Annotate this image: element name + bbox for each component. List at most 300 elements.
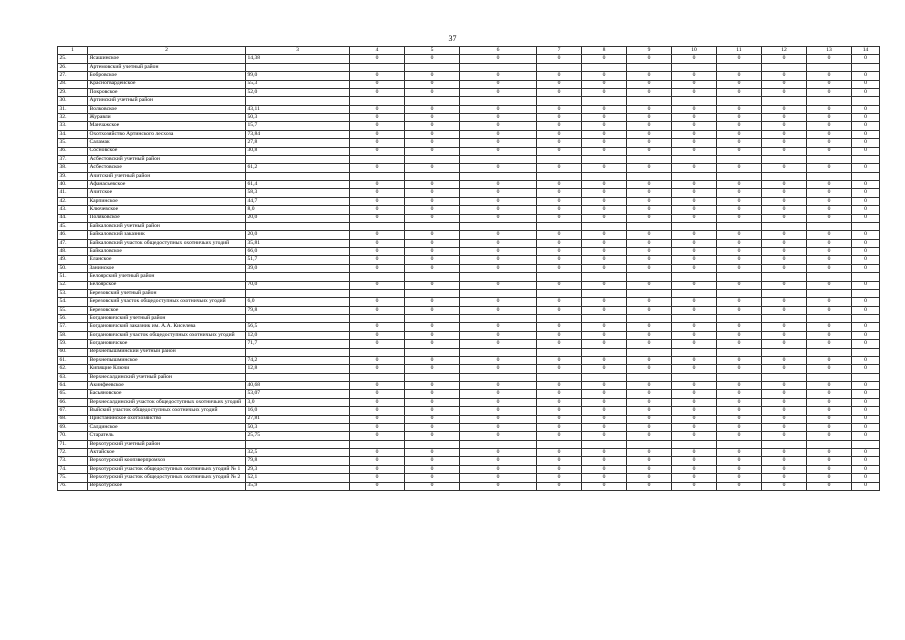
- row-col-6-cell: [460, 373, 537, 381]
- row-col-7-cell: [537, 155, 582, 163]
- row-col-12-cell: 0: [762, 323, 807, 331]
- row-col-5-cell: [405, 273, 460, 281]
- row-col-12-cell: 0: [762, 55, 807, 63]
- row-col-12-cell: 0: [762, 340, 807, 348]
- row-col-14-cell: 0: [852, 189, 880, 197]
- row-value-cell: 39,0: [246, 264, 350, 272]
- row-col-6-cell: 0: [460, 114, 537, 122]
- row-col-8-cell: 0: [582, 298, 627, 306]
- row-col-8-cell: 0: [582, 122, 627, 130]
- row-col-14-cell: [852, 172, 880, 180]
- row-col-11-cell: 0: [717, 256, 762, 264]
- row-number-cell: 65.: [58, 390, 88, 398]
- row-number-cell: 70.: [58, 432, 88, 440]
- row-col-13-cell: 0: [807, 181, 852, 189]
- row-col-8-cell: 0: [582, 197, 627, 205]
- district-header-row: [58, 373, 880, 381]
- row-col-7-cell: 0: [537, 264, 582, 272]
- row-col-8-cell: [582, 373, 627, 381]
- row-col-14-cell: 0: [852, 55, 880, 63]
- row-col-12-cell: 0: [762, 248, 807, 256]
- row-col-11-cell: 0: [717, 231, 762, 239]
- row-col-12-cell: 0: [762, 189, 807, 197]
- row-col-10-cell: 0: [672, 264, 717, 272]
- row-col-12-cell: [762, 315, 807, 323]
- row-col-13-cell: 0: [807, 298, 852, 306]
- table-row: [58, 356, 880, 364]
- row-col-10-cell: 0: [672, 122, 717, 130]
- row-col-5-cell: 0: [405, 256, 460, 264]
- row-col-5-cell: 0: [405, 306, 460, 314]
- row-col-8-cell: [582, 273, 627, 281]
- row-number-cell: 57.: [58, 323, 88, 331]
- row-col-5-cell: 0: [405, 80, 460, 88]
- row-col-7-cell: 0: [537, 474, 582, 482]
- row-col-10-cell: 0: [672, 88, 717, 96]
- row-col-11-cell: 0: [717, 164, 762, 172]
- row-col-7-cell: 0: [537, 256, 582, 264]
- district-header-row: [58, 172, 880, 180]
- row-col-9-cell: 0: [627, 465, 672, 473]
- row-col-11-cell: 0: [717, 248, 762, 256]
- row-value-cell: [246, 289, 350, 297]
- row-col-8-cell: 0: [582, 306, 627, 314]
- row-col-4-cell: 0: [350, 189, 405, 197]
- row-col-13-cell: 0: [807, 197, 852, 205]
- row-name-cell: Асбестовское: [88, 164, 246, 172]
- district-header-row: [58, 440, 880, 448]
- row-col-5-cell: 0: [405, 449, 460, 457]
- table-row: [58, 457, 880, 465]
- column-header-11: 11: [717, 47, 762, 55]
- row-name-cell: Байкаловский учетный район: [88, 222, 246, 230]
- row-col-4-cell: 0: [350, 130, 405, 138]
- row-col-11-cell: 0: [717, 382, 762, 390]
- row-col-10-cell: 0: [672, 298, 717, 306]
- table-row: [58, 248, 880, 256]
- row-col-6-cell: 0: [460, 415, 537, 423]
- row-col-6-cell: 0: [460, 147, 537, 155]
- row-col-6-cell: 0: [460, 407, 537, 415]
- row-col-4-cell: 0: [350, 206, 405, 214]
- row-col-13-cell: 0: [807, 331, 852, 339]
- row-col-8-cell: [582, 315, 627, 323]
- row-col-5-cell: 0: [405, 356, 460, 364]
- row-col-10-cell: 0: [672, 55, 717, 63]
- row-col-9-cell: [627, 222, 672, 230]
- row-col-13-cell: 0: [807, 239, 852, 247]
- row-value-cell: 40,68: [246, 382, 350, 390]
- row-col-9-cell: [627, 289, 672, 297]
- row-col-14-cell: 0: [852, 197, 880, 205]
- row-col-6-cell: [460, 289, 537, 297]
- row-col-7-cell: 0: [537, 449, 582, 457]
- column-header-row: [58, 47, 880, 55]
- row-col-10-cell: [672, 440, 717, 448]
- row-value-cell: 61,2: [246, 164, 350, 172]
- row-number-cell: 33.: [58, 122, 88, 130]
- row-col-4-cell: [350, 348, 405, 356]
- row-col-6-cell: [460, 63, 537, 71]
- row-col-10-cell: 0: [672, 189, 717, 197]
- row-number-cell: 69.: [58, 423, 88, 431]
- row-value-cell: 71,7: [246, 340, 350, 348]
- row-col-11-cell: 0: [717, 181, 762, 189]
- row-col-9-cell: 0: [627, 80, 672, 88]
- column-header-7: 7: [537, 47, 582, 55]
- row-col-11-cell: 0: [717, 130, 762, 138]
- row-col-13-cell: 0: [807, 147, 852, 155]
- row-number-cell: 45.: [58, 222, 88, 230]
- row-col-11-cell: 0: [717, 482, 762, 490]
- row-col-12-cell: [762, 97, 807, 105]
- row-name-cell: Ачитский учетный район: [88, 172, 246, 180]
- row-col-9-cell: 0: [627, 382, 672, 390]
- row-col-14-cell: 0: [852, 365, 880, 373]
- row-col-6-cell: 0: [460, 281, 537, 289]
- row-name-cell: Ачитское: [88, 189, 246, 197]
- row-value-cell: 30,8: [246, 147, 350, 155]
- row-value-cell: [246, 348, 350, 356]
- table-row: [58, 214, 880, 222]
- row-col-7-cell: 0: [537, 122, 582, 130]
- row-col-7-cell: [537, 440, 582, 448]
- row-col-12-cell: 0: [762, 80, 807, 88]
- row-col-6-cell: 0: [460, 264, 537, 272]
- row-col-4-cell: 0: [350, 72, 405, 80]
- row-number-cell: 31.: [58, 105, 88, 113]
- row-col-12-cell: 0: [762, 356, 807, 364]
- row-col-9-cell: 0: [627, 122, 672, 130]
- column-header-10: 10: [672, 47, 717, 55]
- row-col-10-cell: 0: [672, 331, 717, 339]
- row-col-11-cell: 0: [717, 398, 762, 406]
- row-number-cell: 37.: [58, 155, 88, 163]
- row-col-13-cell: 0: [807, 206, 852, 214]
- row-col-10-cell: [672, 172, 717, 180]
- row-number-cell: 72.: [58, 449, 88, 457]
- row-value-cell: 74,2: [246, 356, 350, 364]
- row-col-9-cell: [627, 373, 672, 381]
- row-col-14-cell: [852, 289, 880, 297]
- row-col-4-cell: [350, 222, 405, 230]
- row-col-8-cell: 0: [582, 432, 627, 440]
- table-row: [58, 264, 880, 272]
- row-col-10-cell: 0: [672, 365, 717, 373]
- row-col-10-cell: 0: [672, 449, 717, 457]
- row-col-7-cell: 0: [537, 239, 582, 247]
- row-col-4-cell: [350, 273, 405, 281]
- row-col-4-cell: 0: [350, 323, 405, 331]
- row-value-cell: 51,7: [246, 256, 350, 264]
- row-col-9-cell: [627, 63, 672, 71]
- row-col-4-cell: 0: [350, 147, 405, 155]
- row-col-4-cell: 0: [350, 407, 405, 415]
- table-row: [58, 256, 880, 264]
- table-row: [58, 206, 880, 214]
- row-col-4-cell: 0: [350, 356, 405, 364]
- row-value-cell: 43,11: [246, 105, 350, 113]
- row-col-8-cell: [582, 63, 627, 71]
- row-col-9-cell: 0: [627, 231, 672, 239]
- row-value-cell: [246, 273, 350, 281]
- table-row: [58, 449, 880, 457]
- row-col-6-cell: 0: [460, 55, 537, 63]
- row-col-11-cell: [717, 222, 762, 230]
- row-col-8-cell: 0: [582, 147, 627, 155]
- row-col-10-cell: 0: [672, 465, 717, 473]
- row-col-7-cell: 0: [537, 465, 582, 473]
- row-col-5-cell: 0: [405, 423, 460, 431]
- row-col-6-cell: 0: [460, 164, 537, 172]
- district-header-row: [58, 97, 880, 105]
- row-name-cell: Афанасьевское: [88, 181, 246, 189]
- row-col-12-cell: 0: [762, 482, 807, 490]
- row-col-9-cell: 0: [627, 147, 672, 155]
- row-col-8-cell: 0: [582, 482, 627, 490]
- row-col-10-cell: 0: [672, 197, 717, 205]
- row-col-7-cell: 0: [537, 407, 582, 415]
- row-col-5-cell: 0: [405, 390, 460, 398]
- row-col-7-cell: 0: [537, 398, 582, 406]
- row-col-14-cell: 0: [852, 281, 880, 289]
- row-col-4-cell: 0: [350, 164, 405, 172]
- row-col-10-cell: 0: [672, 139, 717, 147]
- row-col-5-cell: 0: [405, 331, 460, 339]
- row-col-5-cell: 0: [405, 164, 460, 172]
- row-col-13-cell: [807, 155, 852, 163]
- row-col-7-cell: 0: [537, 281, 582, 289]
- row-col-13-cell: 0: [807, 407, 852, 415]
- row-col-12-cell: 0: [762, 474, 807, 482]
- table-row: [58, 164, 880, 172]
- row-col-4-cell: 0: [350, 449, 405, 457]
- row-col-5-cell: 0: [405, 248, 460, 256]
- row-col-14-cell: 0: [852, 88, 880, 96]
- row-col-13-cell: 0: [807, 382, 852, 390]
- row-col-8-cell: [582, 222, 627, 230]
- table-row: [58, 331, 880, 339]
- row-col-14-cell: 0: [852, 390, 880, 398]
- row-col-9-cell: 0: [627, 114, 672, 122]
- row-number-cell: 43.: [58, 206, 88, 214]
- row-col-14-cell: 0: [852, 105, 880, 113]
- row-col-12-cell: 0: [762, 181, 807, 189]
- row-col-8-cell: 0: [582, 340, 627, 348]
- row-number-cell: 52.: [58, 281, 88, 289]
- row-col-11-cell: 0: [717, 147, 762, 155]
- row-col-14-cell: 0: [852, 231, 880, 239]
- row-col-4-cell: 0: [350, 281, 405, 289]
- row-col-5-cell: 0: [405, 340, 460, 348]
- row-col-7-cell: 0: [537, 105, 582, 113]
- row-col-12-cell: 0: [762, 239, 807, 247]
- row-value-cell: 15,7: [246, 122, 350, 130]
- row-col-13-cell: 0: [807, 105, 852, 113]
- row-col-12-cell: 0: [762, 331, 807, 339]
- row-col-9-cell: [627, 440, 672, 448]
- row-name-cell: Березовский участок общедоступных охотничьих угодий: [88, 298, 246, 306]
- row-col-11-cell: [717, 373, 762, 381]
- row-col-9-cell: 0: [627, 474, 672, 482]
- row-col-4-cell: 0: [350, 214, 405, 222]
- row-col-5-cell: [405, 155, 460, 163]
- row-col-12-cell: 0: [762, 465, 807, 473]
- row-name-cell: Асбестовский учетный район: [88, 155, 246, 163]
- row-col-7-cell: [537, 348, 582, 356]
- row-col-10-cell: 0: [672, 398, 717, 406]
- row-number-cell: 30.: [58, 97, 88, 105]
- row-col-10-cell: 0: [672, 432, 717, 440]
- row-col-10-cell: [672, 348, 717, 356]
- row-col-6-cell: 0: [460, 139, 537, 147]
- table-row: [58, 365, 880, 373]
- row-name-cell: Артинский учетный район: [88, 97, 246, 105]
- page-number: 37: [448, 34, 457, 43]
- row-col-6-cell: 0: [460, 474, 537, 482]
- row-value-cell: [246, 97, 350, 105]
- table-row: [58, 390, 880, 398]
- row-col-14-cell: 0: [852, 80, 880, 88]
- row-col-11-cell: 0: [717, 465, 762, 473]
- row-col-13-cell: [807, 348, 852, 356]
- row-col-8-cell: 0: [582, 256, 627, 264]
- row-name-cell: Басьяновское: [88, 390, 246, 398]
- row-col-6-cell: [460, 97, 537, 105]
- row-name-cell: Байкаловское: [88, 248, 246, 256]
- row-col-11-cell: 0: [717, 72, 762, 80]
- table-row: [58, 398, 880, 406]
- row-col-4-cell: 0: [350, 331, 405, 339]
- table-row: [58, 139, 880, 147]
- row-col-14-cell: 0: [852, 465, 880, 473]
- table-row: [58, 382, 880, 390]
- row-col-4-cell: 0: [350, 256, 405, 264]
- row-col-7-cell: 0: [537, 390, 582, 398]
- row-name-cell: Верхотурский коопзверпромхоз: [88, 457, 246, 465]
- row-value-cell: 56,5: [246, 323, 350, 331]
- row-col-11-cell: 0: [717, 298, 762, 306]
- row-col-14-cell: 0: [852, 248, 880, 256]
- row-col-11-cell: 0: [717, 264, 762, 272]
- row-name-cell: Байкаловский заказник: [88, 231, 246, 239]
- row-col-5-cell: 0: [405, 55, 460, 63]
- row-col-14-cell: 0: [852, 147, 880, 155]
- row-col-9-cell: 0: [627, 164, 672, 172]
- row-col-8-cell: 0: [582, 323, 627, 331]
- row-value-cell: 25,75: [246, 432, 350, 440]
- row-col-6-cell: 0: [460, 423, 537, 431]
- table-row: [58, 55, 880, 63]
- row-col-10-cell: 0: [672, 80, 717, 88]
- row-col-13-cell: 0: [807, 465, 852, 473]
- row-value-cell: [246, 315, 350, 323]
- row-col-12-cell: 0: [762, 130, 807, 138]
- row-col-10-cell: 0: [672, 256, 717, 264]
- row-number-cell: 54.: [58, 298, 88, 306]
- row-col-4-cell: [350, 172, 405, 180]
- row-col-6-cell: 0: [460, 122, 537, 130]
- row-number-cell: 76.: [58, 482, 88, 490]
- row-col-6-cell: 0: [460, 482, 537, 490]
- row-col-12-cell: 0: [762, 231, 807, 239]
- row-name-cell: Верхотурский учетный район: [88, 440, 246, 448]
- row-col-7-cell: 0: [537, 356, 582, 364]
- row-col-9-cell: 0: [627, 239, 672, 247]
- row-col-14-cell: 0: [852, 181, 880, 189]
- row-name-cell: Саламак: [88, 139, 246, 147]
- row-name-cell: Красногвардейское: [88, 80, 246, 88]
- row-value-cell: 27,8: [246, 139, 350, 147]
- row-name-cell: Поляковское: [88, 214, 246, 222]
- row-value-cell: 79,8: [246, 457, 350, 465]
- row-col-14-cell: [852, 273, 880, 281]
- table-row: [58, 231, 880, 239]
- row-col-9-cell: [627, 172, 672, 180]
- row-col-12-cell: 0: [762, 281, 807, 289]
- row-col-6-cell: 0: [460, 365, 537, 373]
- table-row: [58, 482, 880, 490]
- row-col-8-cell: 0: [582, 164, 627, 172]
- row-col-14-cell: 0: [852, 340, 880, 348]
- row-col-7-cell: [537, 373, 582, 381]
- row-col-5-cell: 0: [405, 105, 460, 113]
- row-col-8-cell: 0: [582, 281, 627, 289]
- row-col-11-cell: 0: [717, 281, 762, 289]
- column-header-1: 1: [58, 47, 88, 55]
- row-col-5-cell: 0: [405, 72, 460, 80]
- row-name-cell: Салдинское: [88, 423, 246, 431]
- row-value-cell: 58,3: [246, 189, 350, 197]
- row-col-6-cell: 0: [460, 398, 537, 406]
- row-name-cell: Верхотурский участок общедоступных охотничьих угодий № 1: [88, 465, 246, 473]
- row-col-14-cell: 0: [852, 214, 880, 222]
- row-name-cell: Березовское: [88, 306, 246, 314]
- row-col-12-cell: [762, 440, 807, 448]
- row-col-12-cell: 0: [762, 390, 807, 398]
- row-col-11-cell: [717, 289, 762, 297]
- row-col-14-cell: [852, 348, 880, 356]
- row-number-cell: 36.: [58, 147, 88, 155]
- row-col-7-cell: 0: [537, 457, 582, 465]
- row-col-14-cell: 0: [852, 323, 880, 331]
- row-col-13-cell: 0: [807, 323, 852, 331]
- table-row: [58, 88, 880, 96]
- row-number-cell: 39.: [58, 172, 88, 180]
- row-col-4-cell: 0: [350, 382, 405, 390]
- row-col-4-cell: [350, 440, 405, 448]
- row-col-14-cell: 0: [852, 432, 880, 440]
- row-name-cell: Занинское: [88, 264, 246, 272]
- row-name-cell: Верхотурский участок общедоступных охотничьих угодий № 2: [88, 474, 246, 482]
- row-number-cell: 46.: [58, 231, 88, 239]
- row-col-6-cell: 0: [460, 306, 537, 314]
- row-name-cell: Пристанинское охотхозяйство: [88, 415, 246, 423]
- row-value-cell: 66,0: [246, 248, 350, 256]
- row-col-12-cell: [762, 63, 807, 71]
- row-col-11-cell: 0: [717, 206, 762, 214]
- row-col-6-cell: 0: [460, 457, 537, 465]
- row-col-14-cell: [852, 222, 880, 230]
- table-row: [58, 239, 880, 247]
- row-col-4-cell: 0: [350, 197, 405, 205]
- row-number-cell: 47.: [58, 239, 88, 247]
- table-row: [58, 197, 880, 205]
- row-name-cell: Покровское: [88, 88, 246, 96]
- row-value-cell: 52,0: [246, 88, 350, 96]
- row-col-8-cell: [582, 172, 627, 180]
- row-col-10-cell: [672, 97, 717, 105]
